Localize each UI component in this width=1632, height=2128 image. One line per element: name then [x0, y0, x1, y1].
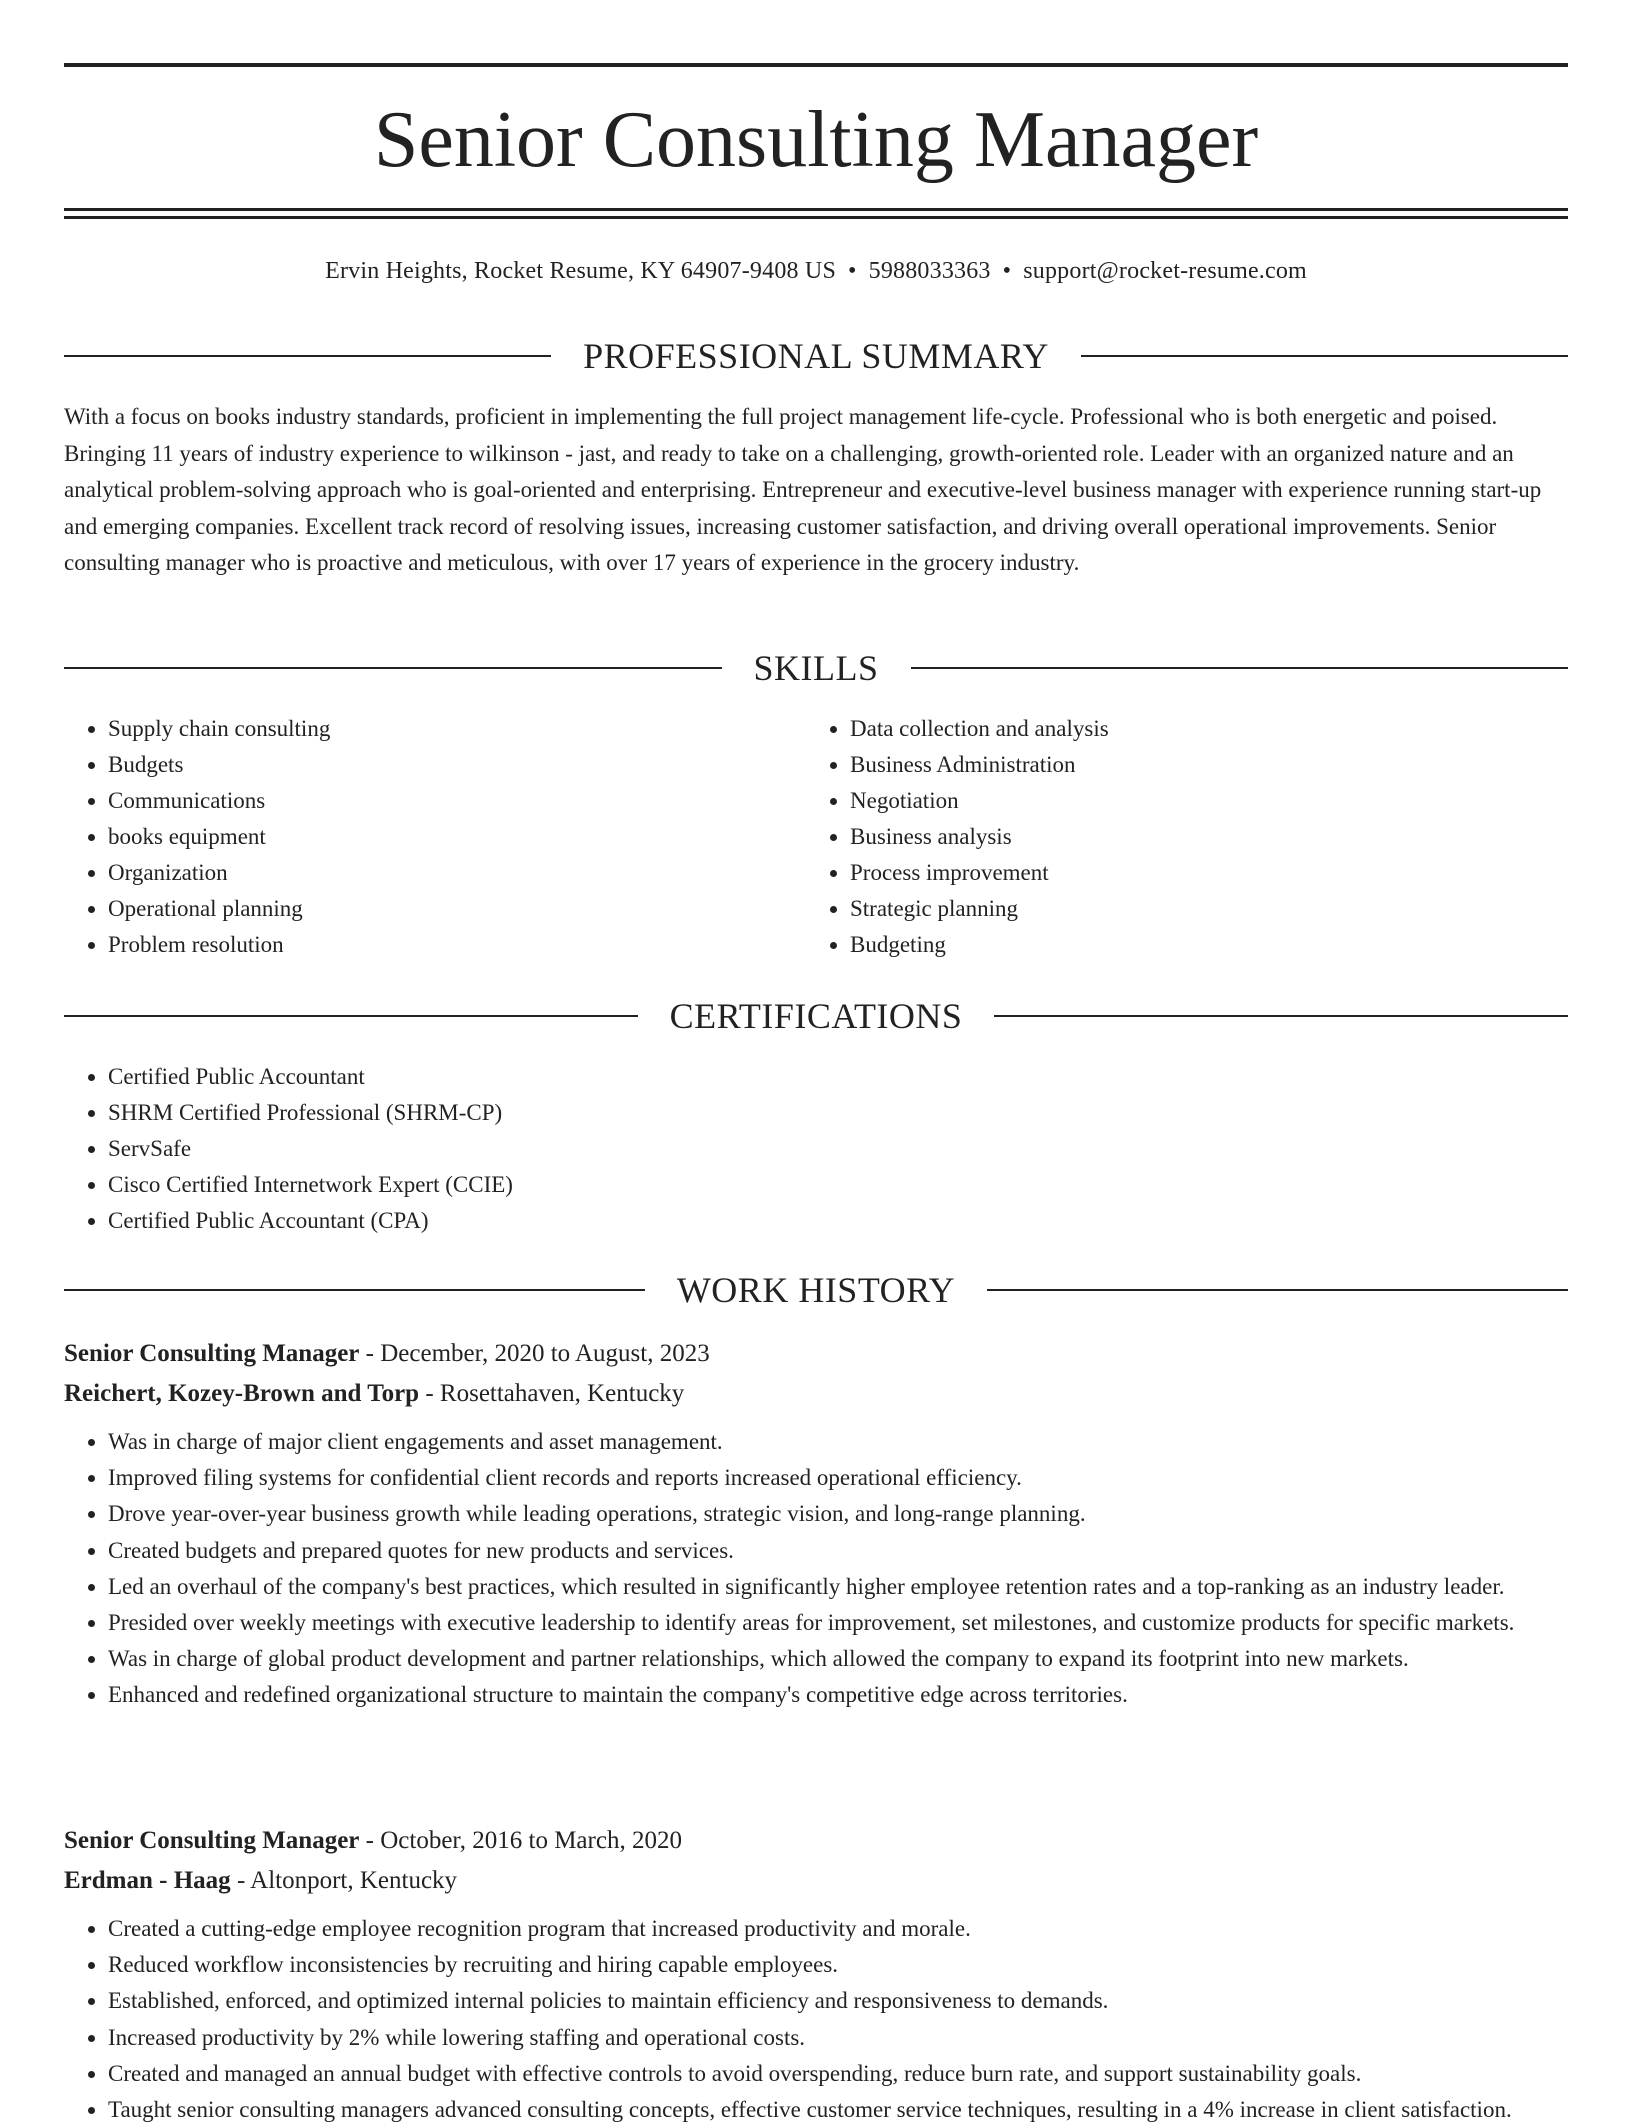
skill-item: • Operational planning — [108, 891, 764, 927]
job-company: Erdman - Haag — [64, 1867, 231, 1894]
certification-item: • Certified Public Accountant (CPA) — [108, 1203, 1064, 1239]
skills-heading: SKILLS — [753, 648, 879, 688]
skill-item: • Budgeting — [850, 927, 1506, 963]
skill-item: • Business Administration — [850, 747, 1506, 783]
page-title: Senior Consulting Manager — [373, 96, 1259, 184]
summary-text: With a focus on books industry standards, proficient in implementing the full project management life-cycle. Professional who is both energetic and poised. Bringing 11 years of industry experience to wilkinson - jast, and ready to take on a challenging, growth-oriented role. Leader with an organized nature and an analytical problem-solving approach who is goal-oriented and enterprising. Entrepreneur and executive-level business manager with experience running start-up and emerging companies. Excellent track record of resolving issues, increasing customer satisfaction, and driving overall operational improvements. Senior consulting manager who is proactive and meticulous, with over 17 years of experience in the grocery industry. — [64, 404, 1542, 575]
summary-heading: PROFESSIONAL SUMMARY — [583, 336, 1049, 376]
job-bullet: • Increased productivity by 2% while lowering staffing and operational costs. — [108, 2020, 1568, 2056]
header-top-rule — [64, 63, 1568, 67]
certification-item: • Cisco Certified Internetwork Expert (CCIE) — [108, 1167, 1064, 1203]
heading-rule-left — [64, 667, 722, 669]
heading-rule-left — [64, 1289, 645, 1291]
skill-item: • Strategic planning — [850, 891, 1506, 927]
job-entry — [64, 1821, 1568, 2128]
heading-rule-right — [987, 1289, 1568, 1291]
work-history-heading: WORK HISTORY — [676, 1270, 956, 1310]
job-location: - Rosettahaven, Kentucky — [419, 1380, 685, 1407]
job-dates: - October, 2016 to March, 2020 — [359, 1827, 682, 1854]
contact-separator: • — [1002, 258, 1012, 284]
job-bullet: • Reduced workflow inconsistencies by recruiting and hiring capable employees. — [108, 1947, 1568, 1983]
skill-item: • Process improvement — [850, 855, 1506, 891]
skill-item: • Negotiation — [850, 783, 1506, 819]
job-bullet: • Drove year-over-year business growth while leading operations, strategic vision, and long-range planning. — [108, 1496, 1568, 1532]
job-entry — [64, 1334, 1568, 1714]
job-bullet: • Led an overhaul of the company's best practices, which resulted in significantly higher employee retention rates and a top-ranking as an industry leader. — [108, 1569, 1568, 1605]
job-bullet: • Established, enforced, and optimized internal policies to maintain efficiency and responsiveness to demands. — [108, 1983, 1568, 2019]
skill-item: • books equipment — [108, 819, 764, 855]
job-bullet: • Created budgets and prepared quotes for new products and services. — [108, 1533, 1568, 1569]
header-double-rule-lower — [64, 216, 1568, 219]
skill-item: • Communications — [108, 783, 764, 819]
certifications-list — [64, 1059, 1064, 1239]
job-company: Reichert, Kozey-Brown and Torp — [64, 1380, 420, 1407]
contact-address: Ervin Heights, Rocket Resume, KY 64907-9408 US — [325, 258, 837, 284]
job-location: - Altonport, Kentucky — [230, 1867, 458, 1894]
skills-column-right — [806, 711, 1506, 963]
job-bullet: • Was in charge of major client engagements and asset management. — [108, 1424, 1568, 1460]
job-company-line — [64, 1374, 1568, 1414]
job-title: Senior Consulting Manager — [64, 1340, 360, 1367]
job-bullet: • Enhanced and redefined organizational structure to maintain the company's competitive edge across territories. — [108, 1677, 1568, 1713]
skill-item: • Budgets — [108, 747, 764, 783]
contact-separator: • — [848, 258, 857, 284]
job-dates: - December, 2020 to August, 2023 — [359, 1340, 710, 1367]
certifications-heading: CERTIFICATIONS — [669, 996, 963, 1036]
heading-rule-right — [911, 667, 1569, 669]
skill-item: • Problem resolution — [108, 927, 764, 963]
contact-phone: 5988033363 — [868, 258, 991, 284]
job-title-line — [64, 1334, 1568, 1374]
job-title: Senior Consulting Manager — [64, 1827, 360, 1854]
job-bullets — [64, 1911, 1568, 2128]
certification-item: • Certified Public Accountant — [108, 1059, 1064, 1095]
contact-email: support@rocket-resume.com — [1023, 258, 1307, 284]
heading-rule-left — [64, 1015, 638, 1017]
summary-section-heading — [64, 336, 1568, 376]
header-double-rule-upper — [64, 208, 1568, 211]
job-bullet: • Improved filing systems for confidential client records and reports increased operational efficiency. — [108, 1460, 1568, 1496]
skills-column-left — [64, 711, 764, 963]
job-bullet: • Taught senior consulting managers advanced consulting concepts, effective customer service techniques, resulting in a 4% increase in client satisfaction. — [108, 2092, 1568, 2128]
job-bullets — [64, 1424, 1568, 1714]
skill-item: • Data collection and analysis — [850, 711, 1506, 747]
heading-rule-right — [994, 1015, 1568, 1017]
skills-section-heading — [64, 648, 1568, 688]
certification-item: • ServSafe — [108, 1131, 1064, 1167]
contact-line — [64, 254, 1568, 288]
skill-item: • Supply chain consulting — [108, 711, 764, 747]
job-bullet: • Was in charge of global product development and partner relationships, which allowed the company to expand its footprint into new markets. — [108, 1641, 1568, 1677]
job-title-line — [64, 1821, 1568, 1861]
job-bullet: • Presided over weekly meetings with executive leadership to identify areas for improvement, set milestones, and customize products for specific markets. — [108, 1605, 1568, 1641]
work-history-section-heading — [64, 1270, 1568, 1310]
heading-rule-left — [64, 355, 551, 357]
heading-rule-right — [1081, 355, 1568, 357]
job-bullet: • Created a cutting-edge employee recognition program that increased productivity and morale. — [108, 1911, 1568, 1947]
job-bullet: • Created and managed an annual budget with effective controls to avoid overspending, reduce burn rate, and support sustainability goals. — [108, 2056, 1568, 2092]
skill-item: • Business analysis — [850, 819, 1506, 855]
skill-item: • Organization — [108, 855, 764, 891]
certification-item: • SHRM Certified Professional (SHRM-CP) — [108, 1095, 1064, 1131]
certifications-section-heading — [64, 996, 1568, 1036]
job-company-line — [64, 1861, 1568, 1901]
